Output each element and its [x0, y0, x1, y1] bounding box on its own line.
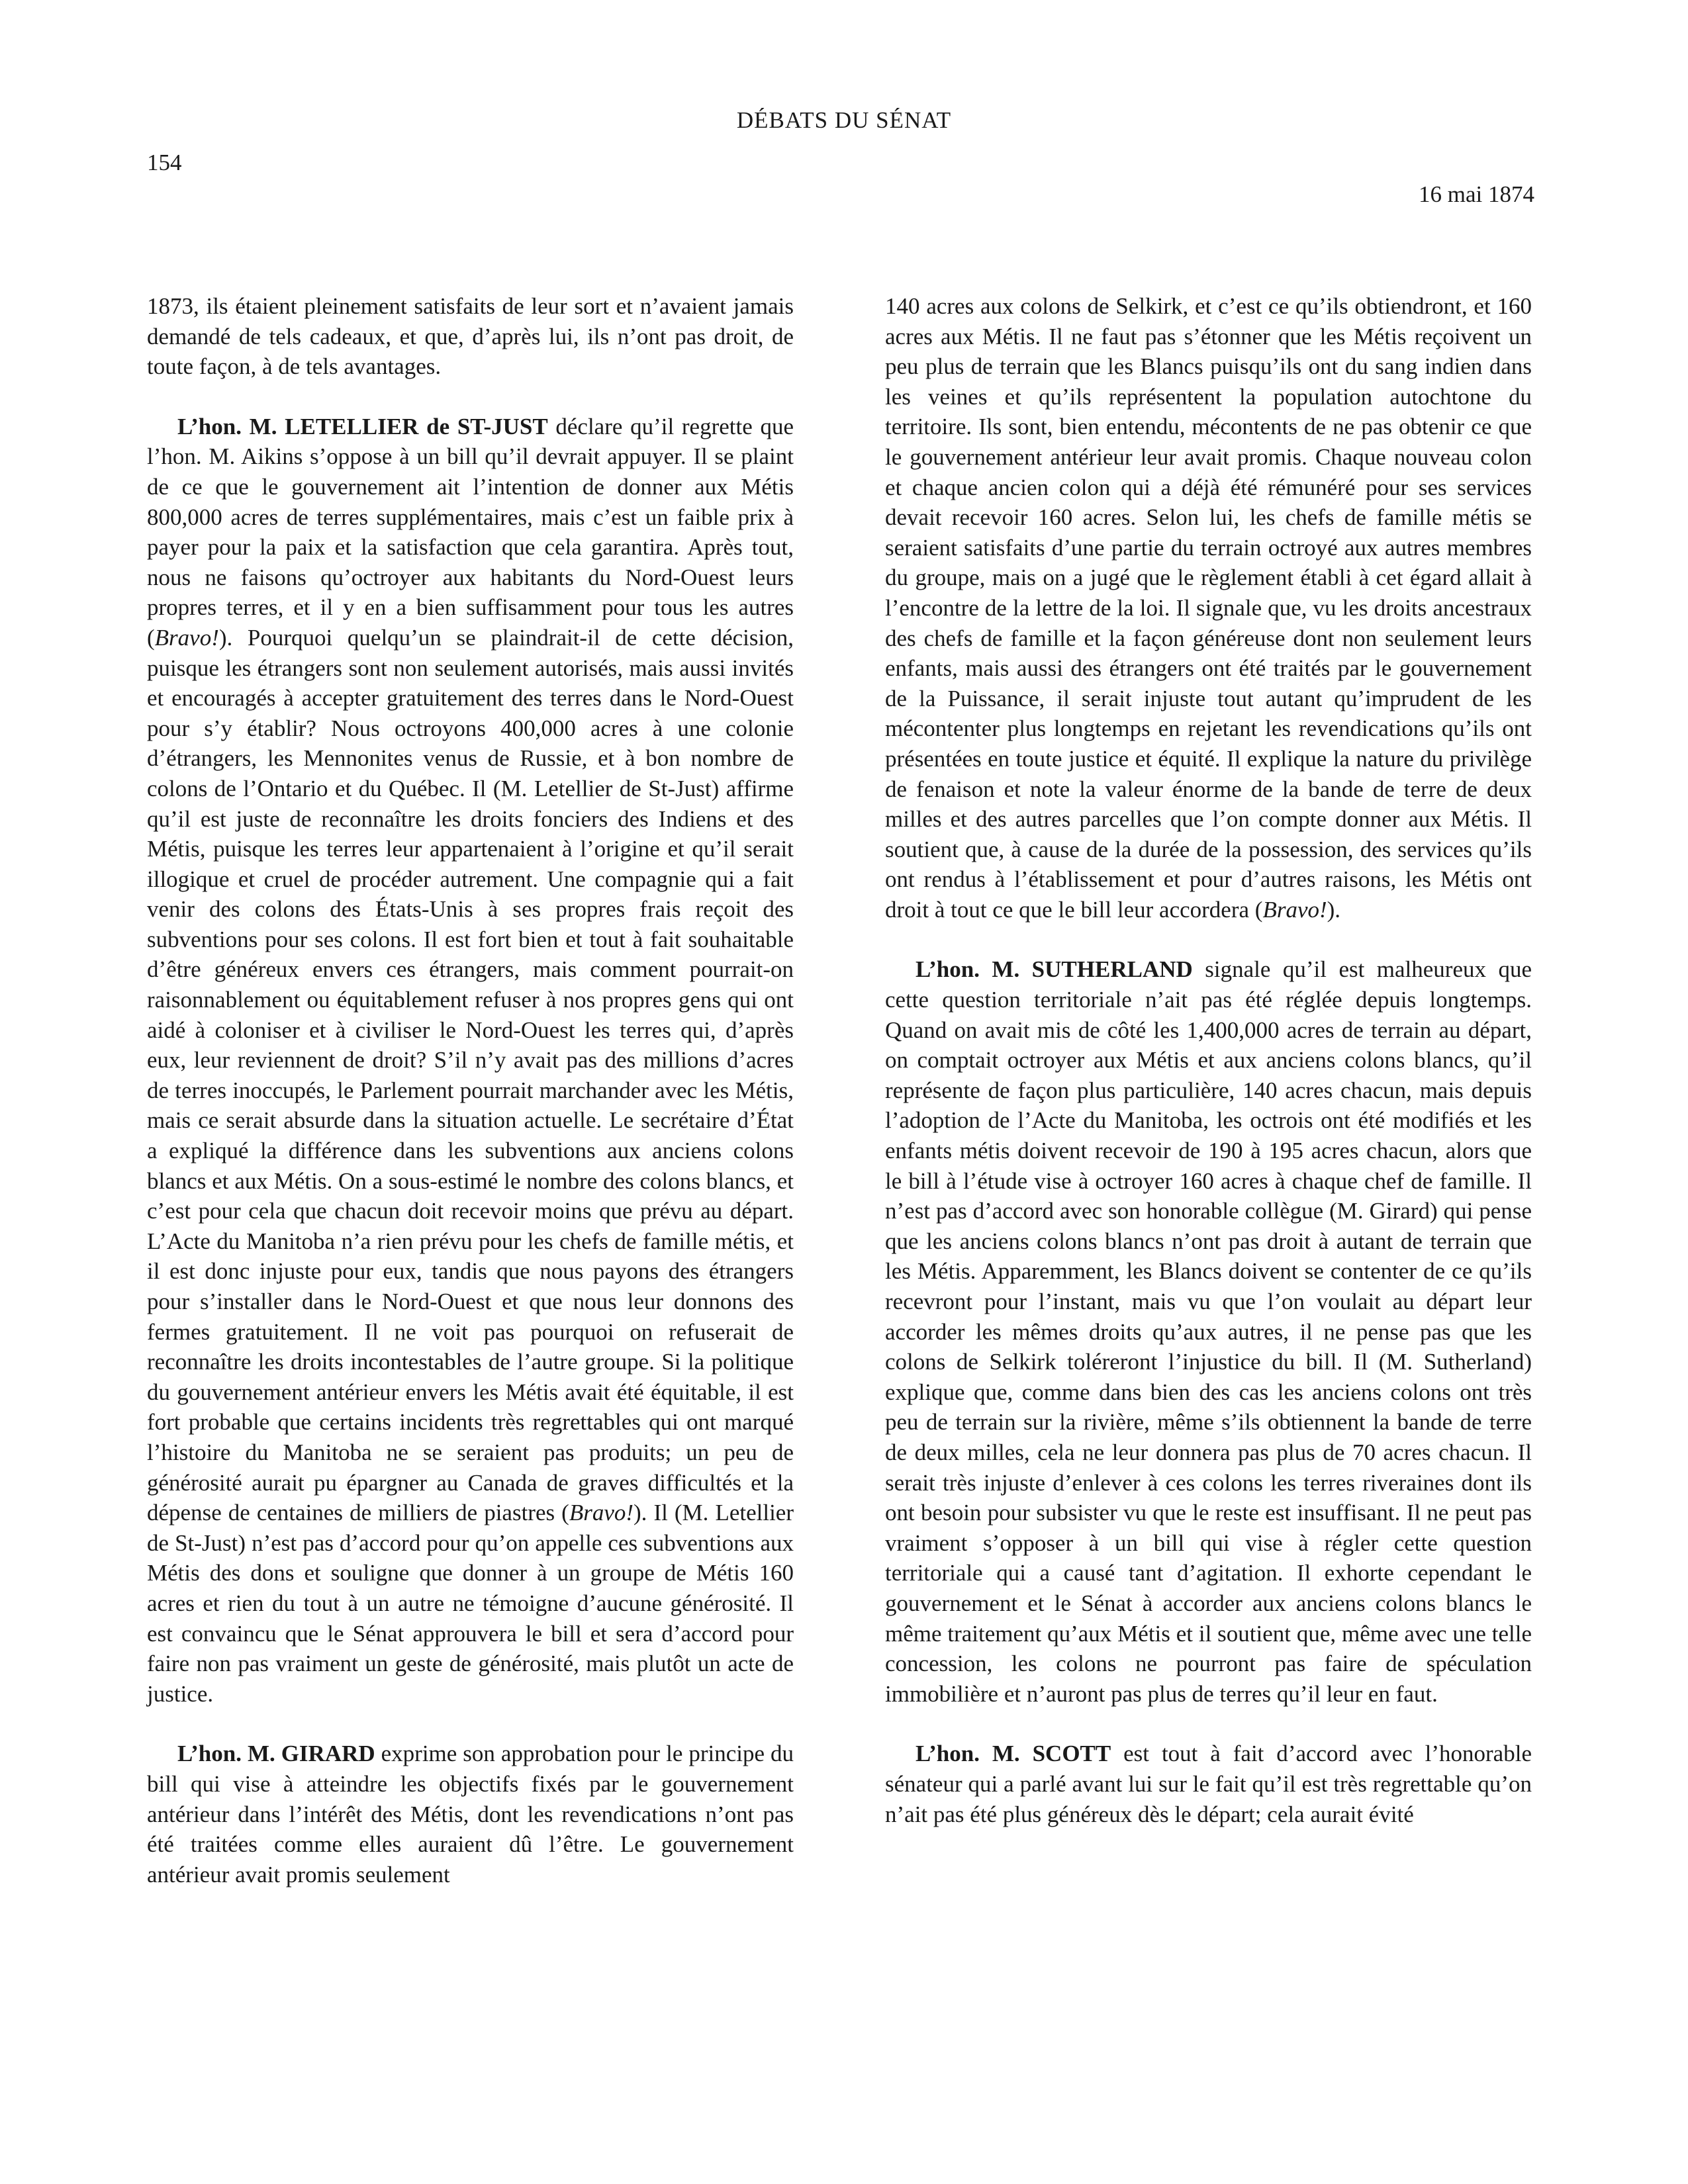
- speech-text: ). Pourquoi quelqu’un se plaindrait-il de cette décision, puisque les étrangers sont non seulement autorisés, mais aussi invités et encouragés à accepter gratuitement des terres dans le Nord-Ouest pour s’y établir? Nous octroyons 400,000 acres à une colonie d’étrangers, les Mennonites venus de Russie, et à bon nombre de colons de l’Ontario et du Québec. Il (M. Letellier de St-Just) affirme qu’il est juste de reconnaître les droits fonciers des Indiens et des Métis, puisque les terres leur appartenaient à l’origine et qu’il serait illogique et cruel de procéder autrement. Une compagnie qui a fait venir des colons des États-Unis à ses propres frais reçoit des subventions pour ses colons. Il est fort bien et tout à fait souhaitable d’être généreux envers ces étrangers, mais comment pourrait-on raisonnablement ou équitablement refuser à nos propres gens qui ont aidé à coloniser et à civiliser le Nord-Ouest les terres qui, d’après eux, leur reviennent de droit? S’il n’y avait pas des millions d’acres de terres inoccupés, le Parlement pourrait marchander avec les Métis, mais ce serait absurde dans la situation actuelle. Le secrétaire d’État a expliqué la différence dans les subventions aux anciens colons blancs et aux Métis. On a sous-estimé le nombre des colons blancs, et c’est pour cela que chacun doit recevoir moins que prévu au départ. L’Acte du Manitoba n’a rien prévu pour les chefs de famille métis, et il est donc injuste pour eux, tandis que nous payons des étrangers pour s’installer dans le Nord-Ouest et que nous leur donnons des fermes gratuitement. Il ne voit pas pourquoi on refuserait de reconnaître les droits incontestables de l’autre groupe. Si la politique du gouvernement antérieur envers les Métis avait été équitable, il est fort probable que certains incidents très regrettables qui ont marqué l’histoire du Manitoba ne se seraient pas produits; un peu de générosité aurait pu épargner au Canada de graves difficultés et la dépense de centaines de milliers de piastres (: [147, 624, 794, 1526]
- speaker-name: L’hon. M. SUTHERLAND: [915, 956, 1193, 983]
- speech-text: déclare qu’il regrette que l’hon. M. Aikins s’oppose à un bill qu’il devrait appuyer. Il se plaint de ce que le gouvernement ait l’intention de donner aux Métis 800,000 acres de terres supplémentaires, mais c’est un faible prix à payer pour la paix et la satisfaction que cela garantira. Après tout, nous ne faisons qu’octroyer aux habitants du Nord-Ouest leurs propres terres, et il y en a bien suffisamment pour tous les autres (: [147, 413, 794, 651]
- speech-scott: [885, 1739, 1532, 1829]
- speech-text: est tout à fait d’accord avec l’honorable sénateur qui a parlé avant lui sur le fait qu’il est très regrettable qu’on n’ait pas été plus généreux dès le départ; cela aurait évité: [885, 1741, 1532, 1827]
- speech-text: ). Il (M. Letellier de St-Just) n’est pas d’accord pour qu’on appelle ces subventions aux Métis des dons et souligne que donner à un groupe de Métis 160 acres et rien du tout à un autre ne témoigne d’aucune générosité. Il est convaincu que le Sénat approuvera le bill et sera d’accord pour faire non pas vraiment un geste de générosité, mais plutôt un acte de justice.: [147, 1500, 794, 1707]
- speaker-name: L’hon. M. LETELLIER de ST-JUST: [177, 413, 548, 439]
- speech-text: ).: [1327, 896, 1341, 923]
- page-date: 16 mai 1874: [1419, 181, 1534, 207]
- interjection: Bravo!: [154, 624, 219, 651]
- speech-letellier: [147, 412, 794, 1709]
- page-number: 154: [147, 150, 182, 175]
- speech-girard-continued: [885, 291, 1532, 925]
- left-column: [147, 291, 794, 1919]
- paragraph-continuation: 1873, ils étaient pleinement satisfaits de leur sort et n’avaient jamais demandé de tels cadeaux, et que, d’après lui, ils n’ont pas droit, de toute façon, à de tels avantages.: [147, 293, 794, 380]
- speaker-name: L’hon. M. SCOTT: [915, 1741, 1111, 1767]
- speech-girard: [147, 1739, 794, 1889]
- speech-text: signale qu’il est malheureux que cette question territoriale n’ait pas été réglée depuis longtemps. Quand on avait mis de côté les 1,400,000 acres de terrain au départ, on comptait octroyer aux Métis et aux anciens colons blancs, qu’il représente de façon plus particulière, 140 acres chacun, mais depuis l’adoption de l’Acte du Manitoba, les octrois ont été modifiés et les enfants métis doivent recevoir de 190 à 195 acres chacun, alors que le bill à l’étude vise à octroyer 160 acres à chaque chef de famille. Il n’est pas d’accord avec son honorable collègue (M. Girard) qui pense que les anciens colons blancs n’ont pas droit à autant de terrain que les Métis. Apparemment, les Blancs doivent se contenter de ce qu’ils recevront pour l’instant, mais vu que l’on voulait au départ leur accorder les mêmes droits qu’aux autres, il ne pense pas que les colons de Selkirk toléreront l’injustice du bill. Il (M. Sutherland) explique que, comme dans bien des cas les anciens colons ont très peu de terrain sur la rivière, même s’ils obtiennent la bande de terre de deux milles, cela ne leur donnera pas plus de 70 acres chacun. Il serait très injuste d’enlever à ces colons les terres riveraines dont ils ont besoin pour subsister vu que le reste est insuffisant. Il ne peut pas vraiment s’opposer à un bill qui vise à régler cette question territoriale qui a causé tant d’agitation. Il exhorte cependant le gouvernement et le Sénat à accorder aux anciens colons blancs le même traitement qu’aux Métis et il soutient que, même avec une telle concession, les colons ne pourront pas faire de spéculation immobilière et n’auront pas plus de terres qu’il leur en faut.: [885, 956, 1532, 1707]
- speech-sutherland: [885, 954, 1532, 1709]
- interjection: Bravo!: [1262, 896, 1327, 923]
- right-column: [885, 291, 1532, 1859]
- interjection: Bravo!: [569, 1500, 634, 1526]
- speaker-name: L’hon. M. GIRARD: [177, 1741, 375, 1767]
- speech-text: 140 acres aux colons de Selkirk, et c’est ce qu’ils obtiendront, et 160 acres aux Métis. Il ne faut pas s’étonner que les Métis reçoivent un peu plus de terrain que les Blancs puisqu’ils ont du sang indien dans les veines et qu’ils représentent la population autochtone du territoire. Ils sont, bien entendu, mécontents de ne pas obtenir ce que le gouvernement antérieur leur avait promis. Chaque nouveau colon et chaque ancien colon qui a déjà été rémunéré pour ses services devait recevoir 160 acres. Selon lui, les chefs de famille métis se seraient satisfaits d’une partie du terrain octroyé aux autres membres du groupe, mais on a jugé que le règlement établi à cet égard allait à l’encontre de la lettre de la loi. Il signale que, vu les droits ancestraux des chefs de famille et la façon généreuse dont non seulement leurs enfants, mais aussi des étrangers ont été traités par le gouvernement de la Puissance, il serait injuste tout autant qu’imprudent de les mécontenter plus longtemps en rejetant les revendications qu’ils ont présentées en toute justice et équité. Il explique la nature du privilège de fenaison et note la valeur énorme de la bande de terre de deux milles et des autres parcelles que l’on compte donner aux Métis. Il soutient que, à cause de la durée de la possession, des services qu’ils ont rendus à l’établissement et pour d’autres raisons, les Métis ont droit à tout ce que le bill leur accordera (: [885, 293, 1532, 923]
- speech-text: exprime son approbation pour le principe du bill qui vise à atteindre les objectifs fixés par le gouvernement antérieur dans l’intérêt des Métis, dont les revendications n’ont pas été traitées comme elles auraient dû l’être. Le gouvernement antérieur avait promis seulement: [147, 1741, 794, 1888]
- running-head: DÉBATS DU SÉNAT: [736, 107, 952, 133]
